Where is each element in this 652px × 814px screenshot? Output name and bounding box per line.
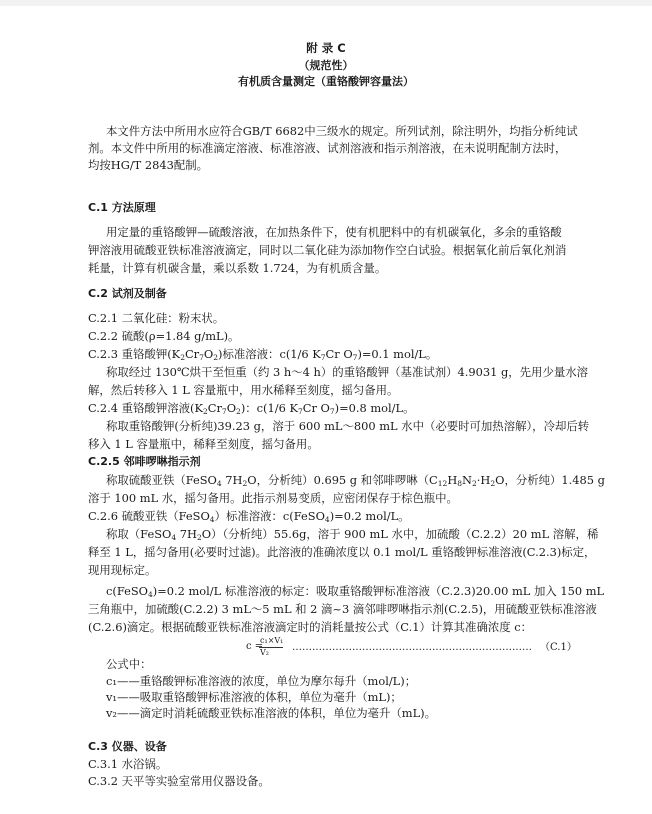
c2-5-line-1: 称取硫酸亚铁（FeSO$_4$ $7H_2O$，分析纯）0.695 g 和邻啡啰啉（$C_{12}H_8N_2\cdot H_2O$，分析纯）1.485 g <box>106 473 605 488</box>
intro-line-3: 均按HG/T 2843配制。 <box>88 158 209 172</box>
appendix-nature: （规范性） <box>298 59 354 72</box>
formula-dots: ……………………………………………………………… <box>292 642 532 653</box>
c2-3-line-2: 解，然后转移入 1 L 容量瓶中，用水稀释至刻度，摇匀备用。 <box>88 383 399 397</box>
var-v2: v₂——滴定时消耗硫酸亚铁标准溶液的体积，单位为毫升（mL)。 <box>106 706 436 720</box>
appendix-title: 附 录 C <box>306 41 346 55</box>
c2-4-e: Cr <box>302 401 317 415</box>
c2-1: C.2.1 二氧化硅：粉末状。 <box>88 311 225 325</box>
formula-where: 公式中： <box>106 657 152 671</box>
calib-line-3: (C.2.6)滴定。根据硫酸亚铁标准溶液滴定时的消耗量按公式（C.1）计算其准确浓度 c： <box>88 620 533 634</box>
section-c2-heading: C.2 试剂及制备 <box>88 287 167 300</box>
var-c1: c₁——重铬酸钾标准溶液的浓度，单位为摩尔每升（mol/L)； <box>106 674 417 688</box>
c2-6-line-2: 释至 1 L，摇匀备用(必要时过滤)。此溶液的准确浓度以 0.1 mol/L 重铬酸钾标准溶液(C.2.3)标定， <box>88 545 596 559</box>
c1-line-3: 耗量，计算有机碳含量，乘以系数 1.724，为有机质含量。 <box>88 261 387 275</box>
c2-6: C.2.6 硫酸亚铁（FeSO$_4$）标准溶液：c(FeSO$_4$)=0.2 mol/L。 <box>88 509 410 524</box>
section-c3-heading: C.3 仪器、设备 <box>88 740 167 753</box>
section-c1-heading: C.1 方法原理 <box>88 201 156 214</box>
c2-4-b: Cr <box>207 401 222 415</box>
var-v1: v₁——吸取重铬酸钾标准溶液的体积，单位为毫升（mL)； <box>106 690 402 704</box>
c2-3-c: O <box>203 347 214 361</box>
intro-line-2: 剂。本文件中所用的标准滴定溶液、标准溶液、试剂溶液和指示剂溶液，在未说明配制方法时， <box>88 141 567 155</box>
c2-2: C.2.2 硫酸(ρ=1.84 g/mL)。 <box>88 329 240 343</box>
c2-3-e: Cr <box>325 347 340 361</box>
calib-line-1: c(FeSO$_4$)=0.2 mol/L 标准溶液的标定：吸取重铬酸钾标准溶液（C.2.3)20.00 mL 加入 150 mL <box>106 584 605 599</box>
c2-3-line-1: 称取经过 130℃烘干至恒重（约 3 h～4 h）的重铬酸钾（基准试剂）4.9031 g，先用少量水溶 <box>106 365 589 379</box>
calib-line-2: 三角瓶中，加硫酸(C.2.2) 3 mL～5 mL 和 2 滴~3 滴邻啡啰啉指示剂(C.2.5)，用硫酸亚铁标准溶液 <box>88 602 597 616</box>
c2-4-a: C.2.4 重铬酸钾溶液(K <box>88 401 203 415</box>
c2-4-d: )：c(1/6 K <box>240 401 298 415</box>
c2-6-line-3: 现用现标定。 <box>88 563 157 577</box>
c2-3-b: Cr <box>184 347 200 361</box>
formula-number: （C.1） <box>540 642 577 653</box>
formula-c1: c = c₁×V₁ V₂ <box>246 636 284 657</box>
intro-line-1: 本文件方法中所用水应符合GB/T 6682中三级水的规定。所列试剂，除注明外，均指分析纯试 <box>106 124 578 138</box>
c2-3-d: )标准溶液：c(1/6 K <box>218 347 321 361</box>
appendix-subject: 有机质含量测定（重铬酸钾容量法） <box>238 75 414 88</box>
top-border <box>0 0 652 6</box>
c1-line-2: 钾溶液用硫酸亚铁标准溶液滴定，同时以二氧化硅为添加物作空白试验。根据氧化前后氧化剂消 <box>88 243 567 257</box>
c2-4-line-2: 移入 1 L 容量瓶中，稀释至刻度，摇匀备用。 <box>88 437 319 451</box>
c2-3-a: C.2.3 重铬酸钾(K <box>88 347 181 361</box>
c2-4: C.2.4 重铬酸钾溶液$(K_2Cr_7O_2)$：c(1/6 $K_7Cr$ $O_7)=0.8$ mol/L。 <box>88 401 415 416</box>
c2-6-line-1: 称取（FeSO$_4$ $7H_2O$）（分析纯）55.6g，溶于 900 mL 水中，加硫酸（C.2.2）20 mL 溶解，稀 <box>106 527 599 542</box>
c2-5-heading: C.2.5 邻啡啰啉指示剂 <box>88 455 201 468</box>
c1-line-1: 用定量的重铬酸钾—硫酸溶液，在加热条件下，使有机肥料中的有机碳氧化，多余的重铬酸 <box>106 225 562 239</box>
c3-2: C.3.2 天平等实验室常用仪器设备。 <box>88 774 270 788</box>
c2-3: C.2.3 重铬酸钾$(K_2Cr_7O_2)$标准溶液：c(1/6 $K_7Cr$ $O_7)=0.1$ mol/L。 <box>88 347 438 362</box>
c2-4-line-1: 称取重铬酸钾(分析纯)39.23 g，溶于 600 mL～800 mL 水中（必要时可加热溶解），冷却后转 <box>106 419 590 433</box>
c2-5-line-2: 溶于 100 mL 水，摇匀备用。此指示剂易变质，应密闭保存于棕色瓶中。 <box>88 491 458 505</box>
c2-4-c: O <box>226 401 237 415</box>
c3-1: C.3.1 水浴锅。 <box>88 757 168 771</box>
